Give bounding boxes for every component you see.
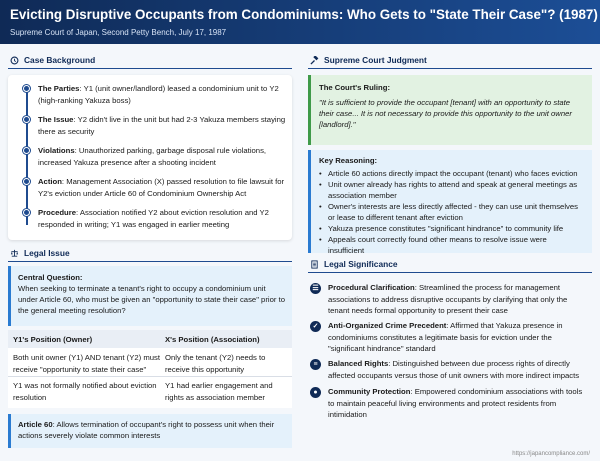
ruling-quote: "It is sufficient to provide the occupant [tenant] with an opportunity to state their case... It is not necessary to provide this opportunity to the unit owner [landlord]." bbox=[319, 98, 572, 129]
balance-icon: ≡ bbox=[310, 359, 321, 370]
central-question-box bbox=[8, 266, 292, 326]
timeline-dot bbox=[23, 209, 30, 216]
case-background-panel bbox=[8, 75, 292, 240]
list-item: • Appeals court correctly found other means to resolve issue were insufficient bbox=[319, 234, 584, 256]
list-item: • Unit owner already has rights to attend and speak at general meetings as association member bbox=[319, 179, 584, 201]
timeline-dot bbox=[23, 116, 30, 123]
significance-heading bbox=[310, 259, 398, 269]
page-title: Evicting Disruptive Occupants from Condominiums: Who Gets to "State Their Case"? (1987) bbox=[10, 7, 598, 22]
ruling-box bbox=[308, 75, 592, 145]
reasoning-box bbox=[308, 150, 592, 253]
timeline-item-action: Action: Management Association (X) passed resolution to file lawsuit for Y2's eviction under Article 60 of Condominium Ownership Act bbox=[38, 176, 288, 199]
legal-issue-title: Legal Issue bbox=[24, 248, 70, 258]
timeline-item-violations: Violations: Unauthorized parking, garbage disposal rule violations, increased Yakuza presence after a shooting incident bbox=[38, 145, 288, 168]
table-cell: Y1 was not formally notified about eviction resolution bbox=[13, 381, 157, 402]
significance-title: Legal Significance bbox=[324, 259, 398, 269]
gavel-icon bbox=[310, 56, 319, 65]
table-cell: Only the tenant (Y2) needs to receive this opportunity bbox=[165, 353, 266, 374]
clipboard-icon: ☰ bbox=[310, 283, 321, 294]
timeline-item-parties: The Parties: Y1 (unit owner/landlord) leased a condominium unit to Y2 (high-ranking Yakuza boss) bbox=[38, 83, 288, 106]
list-item: • Owner's interests are less directly affected - they can use unit themselves or lease to different tenant after eviction bbox=[319, 201, 584, 223]
judgment-heading bbox=[310, 55, 427, 65]
central-question-text: When seeking to terminate a tenant's right to occupy a condominium unit under Article 60, who must be given an "opportunity to state their case" prior to the general meeting resolution? bbox=[18, 284, 285, 315]
reasoning-label: Key Reasoning: bbox=[319, 156, 378, 165]
significance-item-balanced: ≡ Balanced Rights: Distinguished between due process rights of directly affected occupants versus those of unit owners with more indirect impacts bbox=[310, 358, 590, 381]
page-subtitle: Supreme Court of Japan, Second Petty Bench, July 17, 1987 bbox=[10, 28, 227, 37]
row-divider bbox=[8, 376, 292, 377]
list-item: • Yakuza presence constitutes "significant hindrance" to community life bbox=[319, 223, 584, 234]
table-cell: Y1 had earlier engagement and rights as association member bbox=[165, 381, 273, 402]
timeline-item-issue: The Issue: Y2 didn't live in the unit but had 2-3 Yakuza members staying there as security bbox=[38, 114, 288, 137]
document-icon bbox=[310, 260, 319, 269]
divider bbox=[308, 272, 592, 273]
article-text: : Allows termination of occupant's right to possess unit when their actions severely violate common interests bbox=[18, 420, 275, 440]
table-cell: Both unit owner (Y1) AND tenant (Y2) must receive "opportunity to state their case" bbox=[13, 353, 160, 374]
positions-table bbox=[8, 330, 292, 408]
article-60-box bbox=[8, 414, 292, 448]
central-question-label: Central Question: bbox=[18, 273, 83, 282]
timeline-dot bbox=[23, 85, 30, 92]
divider bbox=[8, 68, 292, 69]
scales-icon bbox=[10, 249, 19, 258]
significance-item-community: ● Community Protection: Empowered condominium associations with tools to maintain peaceful living environments and protect residents from intimidation bbox=[310, 386, 590, 421]
legal-issue-heading bbox=[10, 248, 70, 258]
history-icon bbox=[10, 56, 19, 65]
case-background-title: Case Background bbox=[24, 55, 96, 65]
list-item: • Article 60 actions directly impact the occupant (tenant) who faces eviction bbox=[319, 168, 584, 179]
ruling-label: The Court's Ruling: bbox=[319, 83, 391, 92]
judgment-title: Supreme Court Judgment bbox=[324, 55, 427, 65]
column-header-association: X's Position (Association) bbox=[165, 335, 260, 344]
significance-item-anti-crime: ✓ Anti-Organized Crime Precedent: Affirmed that Yakuza presence in condominiums constitutes a legitimate basis for eviction under the "significant hindrance" standard bbox=[310, 320, 590, 355]
timeline-dot bbox=[23, 178, 30, 185]
significance-item-procedural: ☰ Procedural Clarification: Streamlined the process for management associations to address disruptive occupants by clarifying that only the tenant needs formal opportunity to present their case bbox=[310, 282, 590, 317]
timeline-line bbox=[26, 85, 28, 225]
timeline-item-procedure: Procedure: Association notified Y2 about eviction resolution and Y2 responded in writing; Y1 was engaged in earlier meeting bbox=[38, 207, 288, 230]
shield-icon: ✓ bbox=[310, 321, 321, 332]
reasoning-list bbox=[319, 168, 584, 256]
divider bbox=[308, 68, 592, 69]
article-label: Article 60 bbox=[18, 420, 53, 429]
footer-url[interactable]: https://japancompliance.com/ bbox=[512, 451, 590, 457]
users-icon: ● bbox=[310, 387, 321, 398]
header bbox=[0, 0, 600, 44]
column-header-owner: Y1's Position (Owner) bbox=[13, 335, 93, 344]
case-background-heading bbox=[10, 55, 95, 65]
divider bbox=[8, 261, 292, 262]
timeline-dot bbox=[23, 147, 30, 154]
